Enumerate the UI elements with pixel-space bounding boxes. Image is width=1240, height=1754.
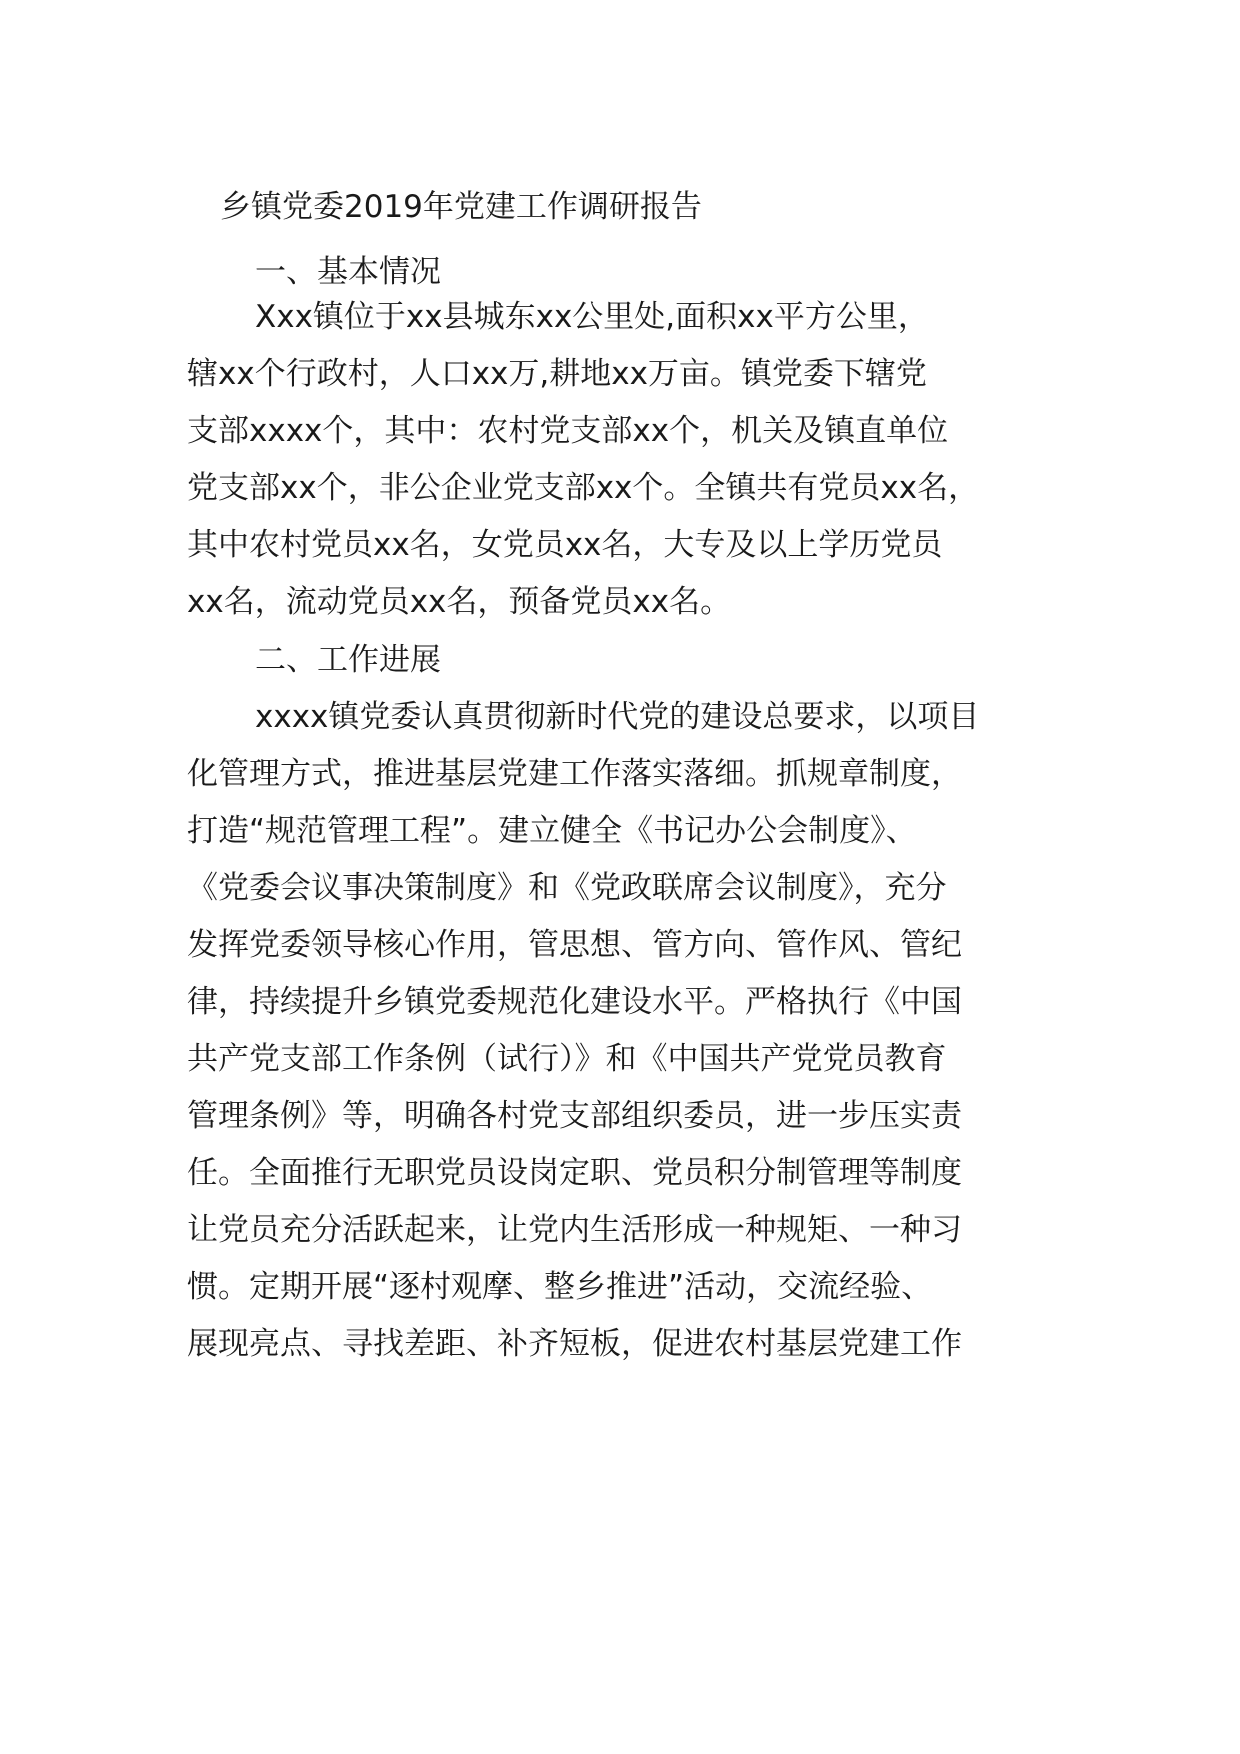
paragraph-line: 《党委会议事决策制度》和《党政联席会议制度》，充分 <box>187 870 947 906</box>
paragraph-line: 展现亮点、寻找差距、补齐短板，促进农村基层党建工作 <box>187 1326 962 1362</box>
section-heading-work-progress: 二、工作进展 <box>255 642 441 678</box>
paragraph-line: 党支部xx个，非公企业党支部xx个。全镇共有党员xx名， <box>187 470 980 506</box>
document-title: 乡镇党委2019年党建工作调研报告 <box>220 189 702 225</box>
paragraph-line: 辖xx个行政村，人口xx万,耕地xx万亩。镇党委下辖党 <box>187 356 927 392</box>
paragraph-line: 让党员充分活跃起来，让党内生活形成一种规矩、一种习 <box>187 1212 962 1248</box>
paragraph-line: 打造“规范管理工程”。建立健全《书记办公会制度》、 <box>187 813 917 849</box>
paragraph-line: 支部xxxx个，其中：农村党支部xx个，机关及镇直单位 <box>187 413 949 449</box>
section-heading-basic-info: 一、基本情况 <box>255 254 441 290</box>
paragraph-line: 任。全面推行无职党员设岗定职、党员积分制管理等制度 <box>187 1155 962 1191</box>
paragraph-line: 发挥党委领导核心作用，管思想、管方向、管作风、管纪 <box>187 927 962 963</box>
paragraph-line: xx名，流动党员xx名，预备党员xx名。 <box>187 584 732 620</box>
paragraph-line: 共产党支部工作条例（试行）》和《中国共产党党员教育 <box>187 1041 947 1077</box>
paragraph-line: 其中农村党员xx名，女党员xx名，大专及以上学历党员 <box>187 527 943 563</box>
paragraph-line: 管理条例》等，明确各村党支部组织委员，进一步压实责 <box>187 1098 962 1134</box>
paragraph-line: Xxx镇位于xx县城东xx公里处,面积xx平方公里， <box>255 299 929 335</box>
paragraph-line: 化管理方式，推进基层党建工作落实落细。抓规章制度， <box>187 756 962 792</box>
paragraph-line: 惯。定期开展“逐村观摩、整乡推进”活动，交流经验、 <box>187 1269 933 1305</box>
paragraph-line: xxxx镇党委认真贯彻新时代党的建设总要求，以项目 <box>255 699 980 735</box>
paragraph-line: 律，持续提升乡镇党委规范化建设水平。严格执行《中国 <box>187 984 962 1020</box>
